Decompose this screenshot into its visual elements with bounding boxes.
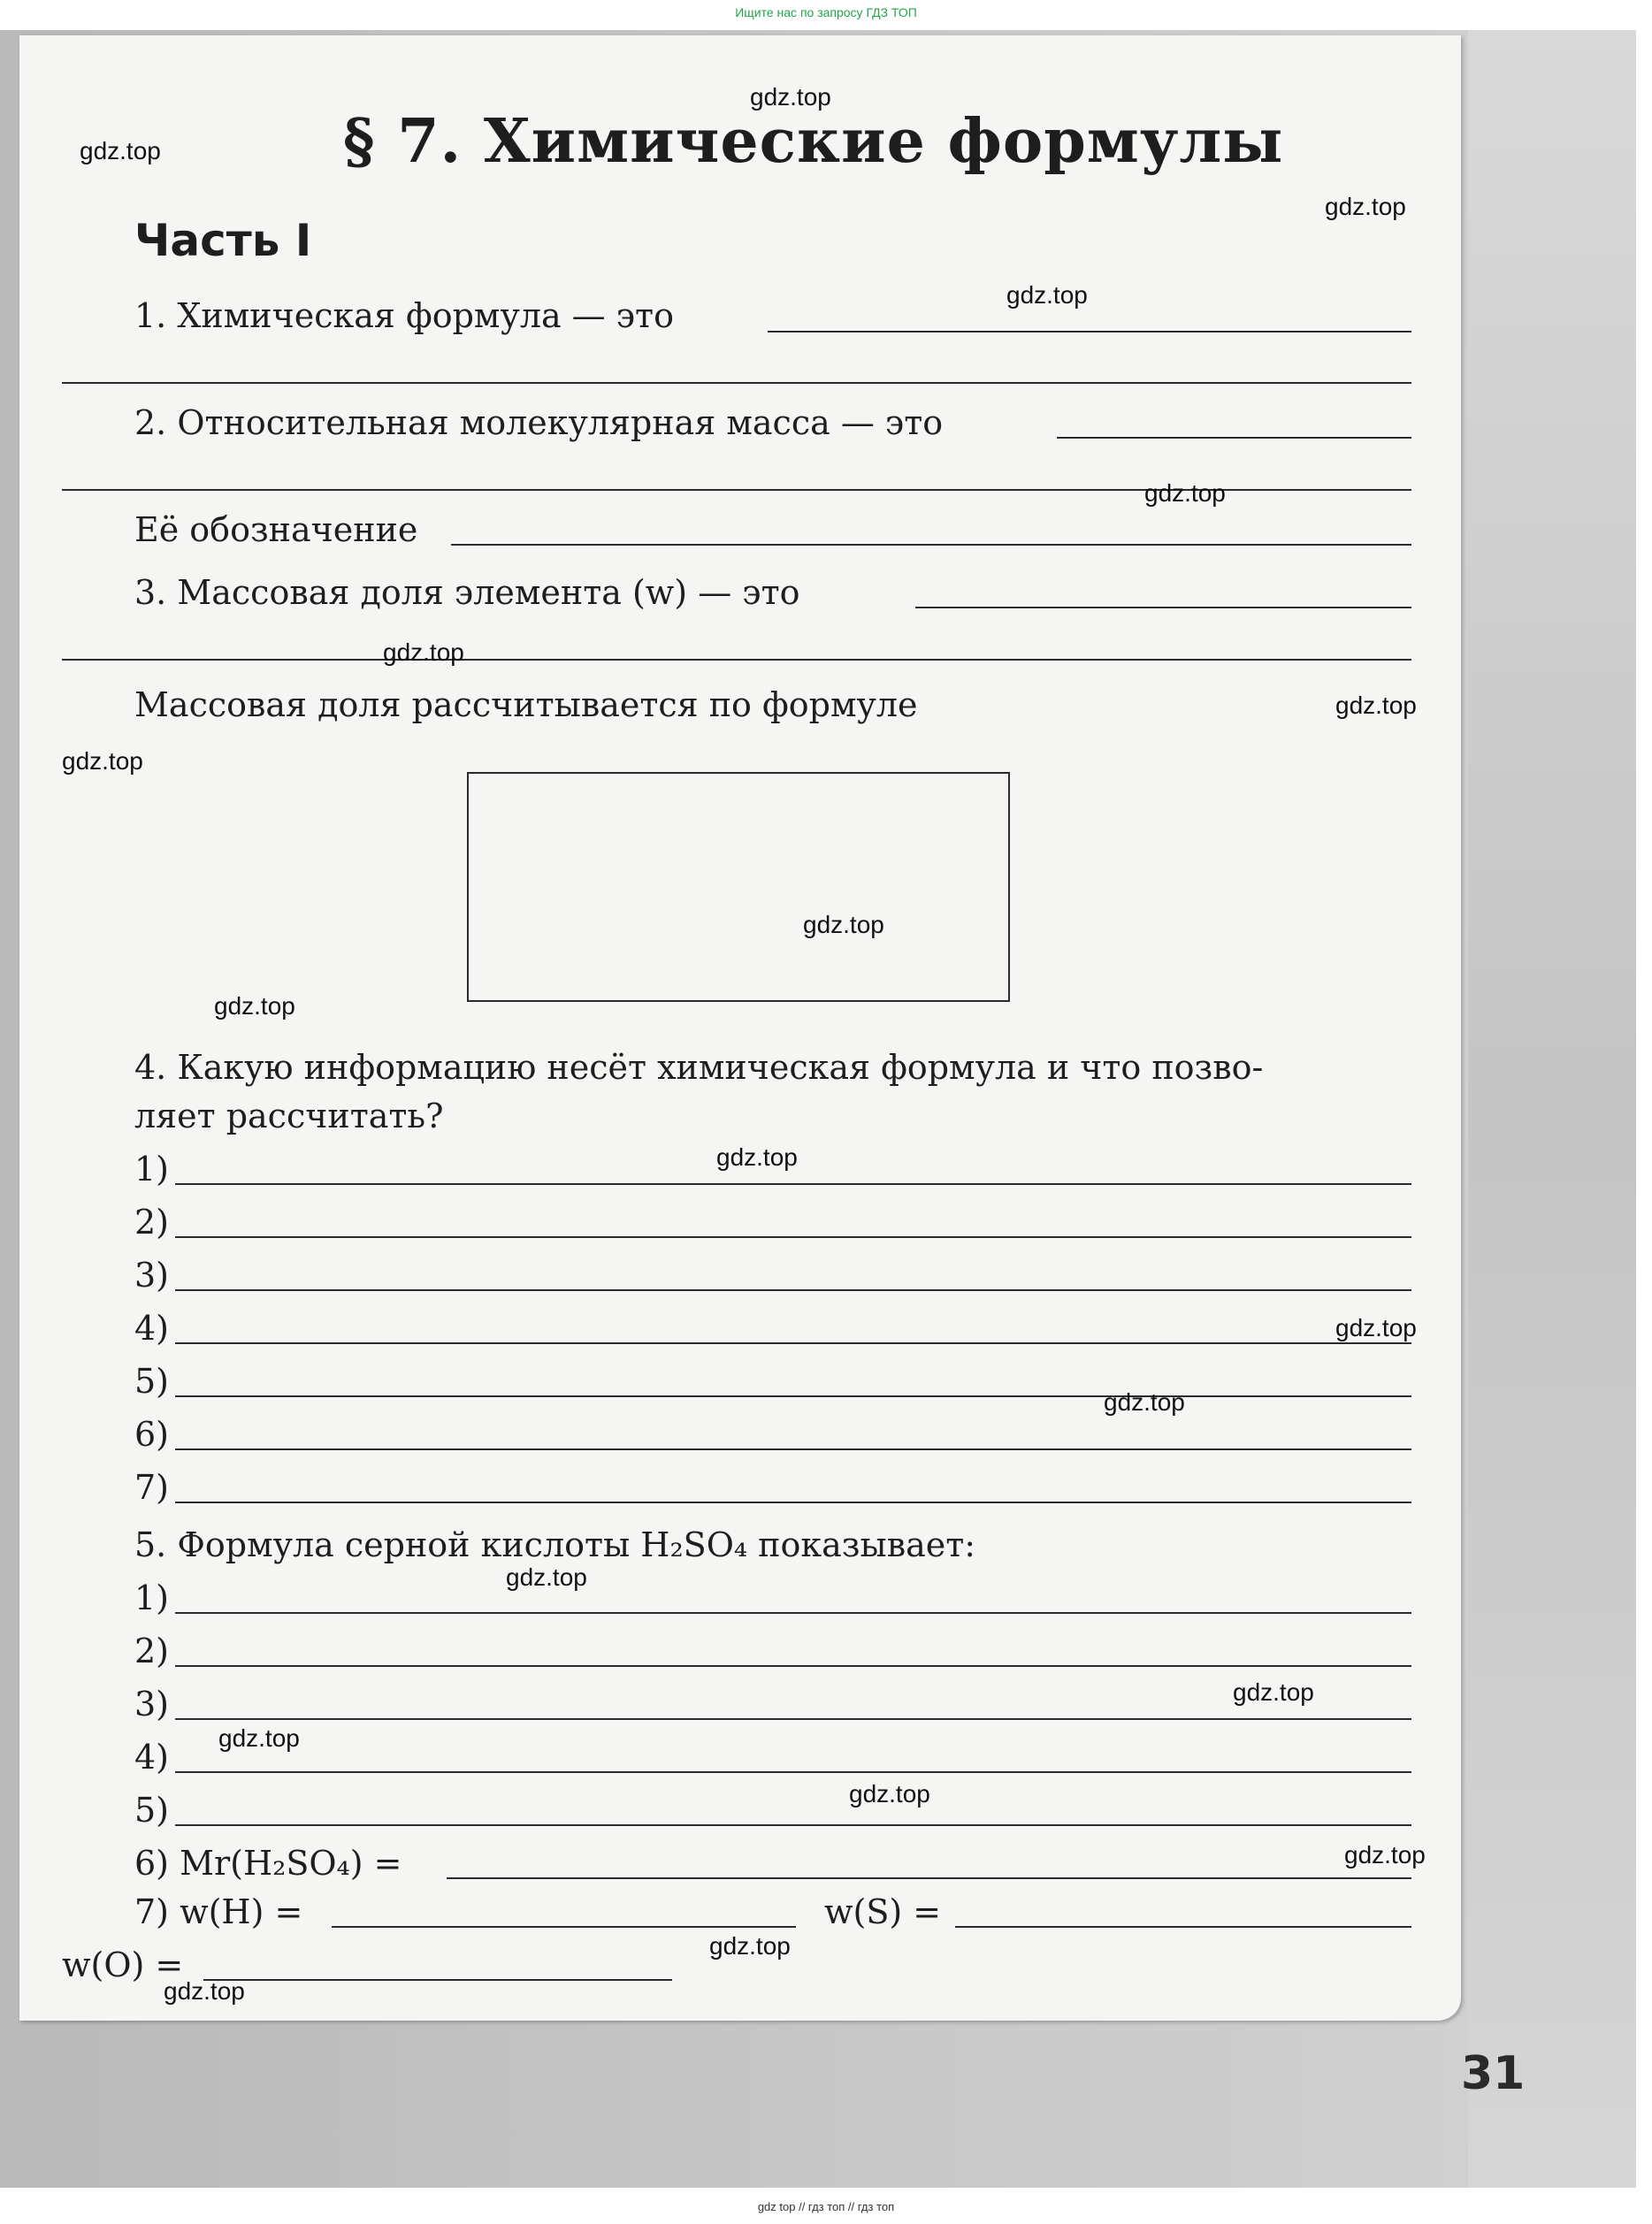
answer-line[interactable] — [447, 1877, 1411, 1879]
watermark: gdz.top — [1104, 1388, 1185, 1416]
watermark: gdz.top — [1144, 479, 1226, 507]
answer-line[interactable] — [175, 1771, 1411, 1773]
part-heading: Часть I — [134, 215, 312, 266]
watermark: gdz.top — [506, 1563, 587, 1591]
answer-line[interactable] — [175, 1665, 1411, 1667]
watermark: gdz.top — [1325, 193, 1406, 220]
q4-item-number: 4) — [134, 1309, 170, 1348]
answer-line[interactable] — [1057, 437, 1411, 439]
mass-fraction-o-label: w(O) = — [62, 1945, 184, 1984]
watermark: gdz.top — [1335, 692, 1417, 719]
question-5: 5. Формула серной кислоты H₂SO₄ показывает: — [134, 1525, 976, 1564]
answer-line[interactable] — [768, 331, 1411, 332]
page-title: § 7. Химические формулы — [343, 106, 1284, 177]
q5-item-number: 1) — [134, 1578, 170, 1617]
watermark: gdz.top — [214, 992, 295, 1020]
q4-item-number: 6) — [134, 1415, 170, 1454]
formula-label: Массовая доля рассчитывается по формуле — [134, 685, 918, 724]
question-3: 3. Массовая доля элемента (w) — это — [134, 573, 800, 612]
q4-item-number: 7) — [134, 1468, 170, 1507]
bottom-banner: gdz top // гдз топ // гдз топ — [757, 2200, 895, 2213]
watermark: gdz.top — [218, 1724, 300, 1752]
watermark: gdz.top — [1006, 281, 1088, 309]
answer-line[interactable] — [175, 1289, 1411, 1291]
watermark: gdz.top — [62, 747, 143, 775]
answer-line[interactable] — [175, 1448, 1411, 1450]
q4-item-number: 5) — [134, 1362, 170, 1401]
watermark: gdz.top — [1335, 1314, 1417, 1341]
q5-item-number: 3) — [134, 1685, 170, 1723]
answer-line[interactable] — [175, 1612, 1411, 1614]
watermark: gdz.top — [80, 137, 161, 164]
q5-item-number: 5) — [134, 1791, 170, 1830]
answer-line[interactable] — [175, 1342, 1411, 1344]
molar-mass-label: 6) Mr(H₂SO₄) = — [134, 1844, 402, 1883]
q4-item-number: 1) — [134, 1150, 170, 1188]
answer-line[interactable] — [175, 1395, 1411, 1397]
q5-item-number: 2) — [134, 1632, 170, 1670]
q4-item-number: 2) — [134, 1203, 170, 1242]
watermark: gdz.top — [1233, 1678, 1314, 1706]
watermark: gdz.top — [383, 638, 464, 666]
q5-item-number: 4) — [134, 1738, 170, 1777]
answer-line[interactable] — [175, 1236, 1411, 1238]
next-page-edge — [1468, 30, 1636, 2188]
watermark: gdz.top — [164, 1977, 245, 2005]
answer-line[interactable] — [332, 1926, 796, 1928]
formula-answer-box[interactable] — [467, 772, 1010, 1002]
answer-line[interactable] — [175, 1502, 1411, 1503]
answer-line[interactable] — [62, 382, 1411, 384]
top-banner: Ищите нас по запросу ГДЗ ТОП — [735, 5, 917, 19]
answer-line[interactable] — [175, 1824, 1411, 1826]
question-4-line1: 4. Какую информацию несёт химическая формула и что позво- — [134, 1048, 1264, 1087]
watermark: gdz.top — [803, 911, 884, 938]
answer-line[interactable] — [451, 544, 1411, 546]
watermark: gdz.top — [750, 83, 831, 111]
answer-line[interactable] — [915, 607, 1411, 608]
mass-fraction-s-label: w(S) = — [824, 1892, 942, 1931]
mass-fraction-h-label: 7) w(H) = — [134, 1892, 303, 1931]
answer-line[interactable] — [175, 1183, 1411, 1185]
answer-line[interactable] — [955, 1926, 1411, 1928]
notation-label: Её обозначение — [134, 510, 418, 549]
page-number: 31 — [1461, 2047, 1526, 2100]
watermark: gdz.top — [716, 1143, 798, 1171]
q4-item-number: 3) — [134, 1256, 170, 1295]
answer-line[interactable] — [175, 1718, 1411, 1720]
watermark: gdz.top — [709, 1932, 791, 1960]
watermark: gdz.top — [849, 1780, 930, 1807]
answer-line[interactable] — [203, 1979, 672, 1981]
watermark: gdz.top — [1344, 1841, 1426, 1869]
question-4-line2: ляет рассчитать? — [134, 1097, 444, 1135]
answer-line[interactable] — [62, 659, 1411, 661]
question-2: 2. Относительная молекулярная масса — это — [134, 403, 944, 442]
question-1: 1. Химическая формула — это — [134, 296, 674, 335]
